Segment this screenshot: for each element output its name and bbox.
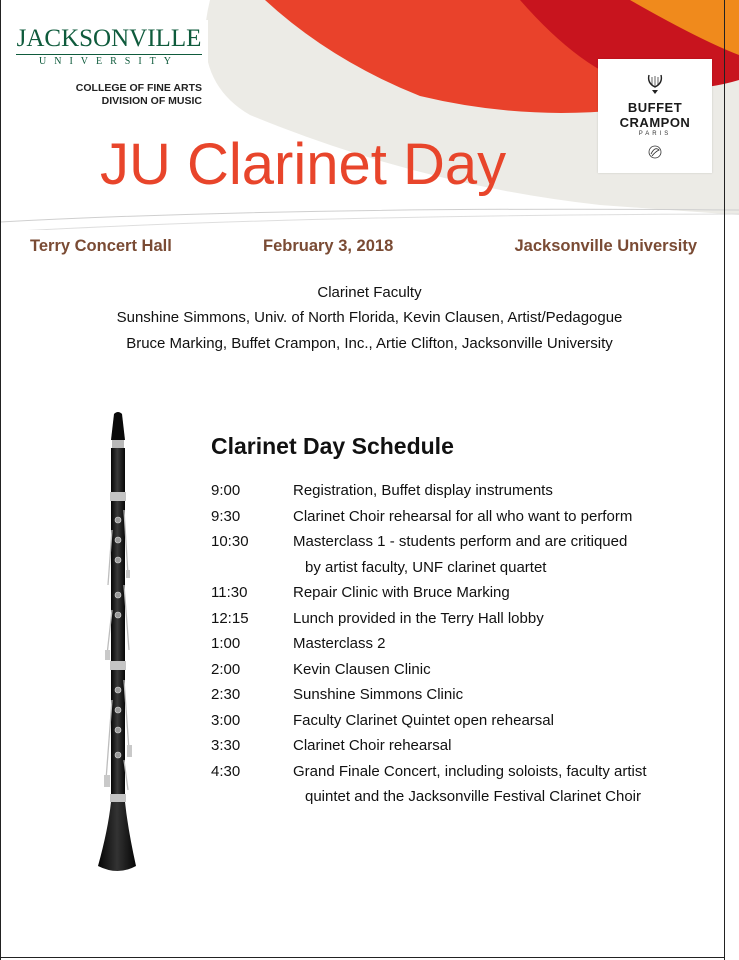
event-venue: Terry Concert Hall	[30, 237, 172, 255]
schedule-time: 11:30	[211, 584, 248, 601]
schedule-item	[211, 481, 711, 507]
schedule-item	[211, 583, 711, 609]
schedule-activity: Lunch provided in the Terry Hall lobby	[293, 609, 544, 627]
lyre-icon	[645, 73, 665, 95]
schedule-activity: Masterclass 2	[293, 635, 386, 652]
faculty-line-2: Bruce Marking, Buffet Crampon, Inc., Artie Clifton, Jacksonville University	[126, 335, 613, 352]
schedule-activity: Kevin Clausen Clinic	[293, 660, 431, 678]
university-word: UNIVERSITY	[39, 56, 179, 67]
division-name: DIVISION OF MUSIC	[101, 95, 202, 107]
schedule-title: Clarinet Day Schedule	[211, 433, 454, 459]
schedule-time: 4:30	[211, 762, 241, 780]
monogram-icon	[646, 143, 664, 161]
schedule-time: 12:15	[211, 609, 249, 627]
university-logo	[8, 20, 208, 112]
schedule-activity: Grand Finale Concert, including soloists, faculty artist	[293, 762, 647, 780]
page-border-right	[724, 0, 725, 960]
schedule-item	[211, 609, 711, 635]
clarinet-image	[88, 410, 148, 876]
schedule-time: 9:30	[211, 507, 241, 525]
schedule-item	[211, 532, 711, 558]
schedule-item	[211, 507, 711, 533]
schedule-time: 3:00	[211, 711, 241, 729]
sponsor-name-line-1: BUFFET	[627, 100, 683, 115]
schedule-item-continuation	[211, 787, 711, 813]
schedule-activity: Registration, Buffet display instruments	[293, 482, 553, 499]
page-border-bottom	[0, 957, 725, 958]
schedule-item	[211, 762, 711, 788]
event-title: JU Clarinet Day	[100, 132, 507, 197]
event-institution: Jacksonville University	[514, 237, 697, 255]
schedule-item	[211, 685, 711, 711]
schedule-time: 1:00	[211, 635, 241, 652]
event-date: February 3, 2018	[263, 237, 394, 255]
schedule-item	[211, 736, 711, 762]
schedule-list	[211, 481, 711, 813]
schedule-activity: Faculty Clarinet Quintet open rehearsal	[293, 711, 554, 729]
schedule-time: 10:30	[211, 533, 249, 550]
schedule-activity: Repair Clinic with Bruce Marking	[293, 584, 510, 601]
schedule-activity-continuation: by artist faculty, UNF clarinet quartet	[305, 558, 547, 576]
sponsor-name-line-2: CRAMPON	[619, 115, 691, 130]
page-border-left	[0, 0, 1, 960]
sponsor-city: PARIS	[638, 131, 672, 137]
schedule-time: 9:00	[211, 482, 241, 499]
schedule-activity: Masterclass 1 - students perform and are critiqued	[293, 533, 628, 550]
schedule-activity: Clarinet Choir rehearsal	[293, 737, 452, 754]
faculty-heading: Clarinet Faculty	[317, 284, 422, 301]
schedule-activity: Clarinet Choir rehearsal for all who want to perform	[293, 507, 633, 525]
schedule-item-continuation	[211, 558, 711, 584]
schedule-time: 3:30	[211, 737, 241, 754]
university-name: JACKSONVILLE	[16, 25, 202, 52]
schedule-time: 2:00	[211, 660, 241, 678]
schedule-activity: Sunshine Simmons Clinic	[293, 686, 464, 703]
schedule-time: 2:30	[211, 686, 241, 703]
faculty-line-1: Sunshine Simmons, Univ. of North Florida, Kevin Clausen, Artist/Pedagogue	[116, 309, 623, 326]
schedule-item	[211, 634, 711, 660]
schedule-item	[211, 660, 711, 686]
schedule-item	[211, 711, 711, 737]
college-name: COLLEGE OF FINE ARTS	[75, 82, 202, 94]
schedule-activity-continuation: quintet and the Jacksonville Festival Clarinet Choir	[305, 788, 641, 805]
sponsor-logo	[598, 59, 712, 173]
